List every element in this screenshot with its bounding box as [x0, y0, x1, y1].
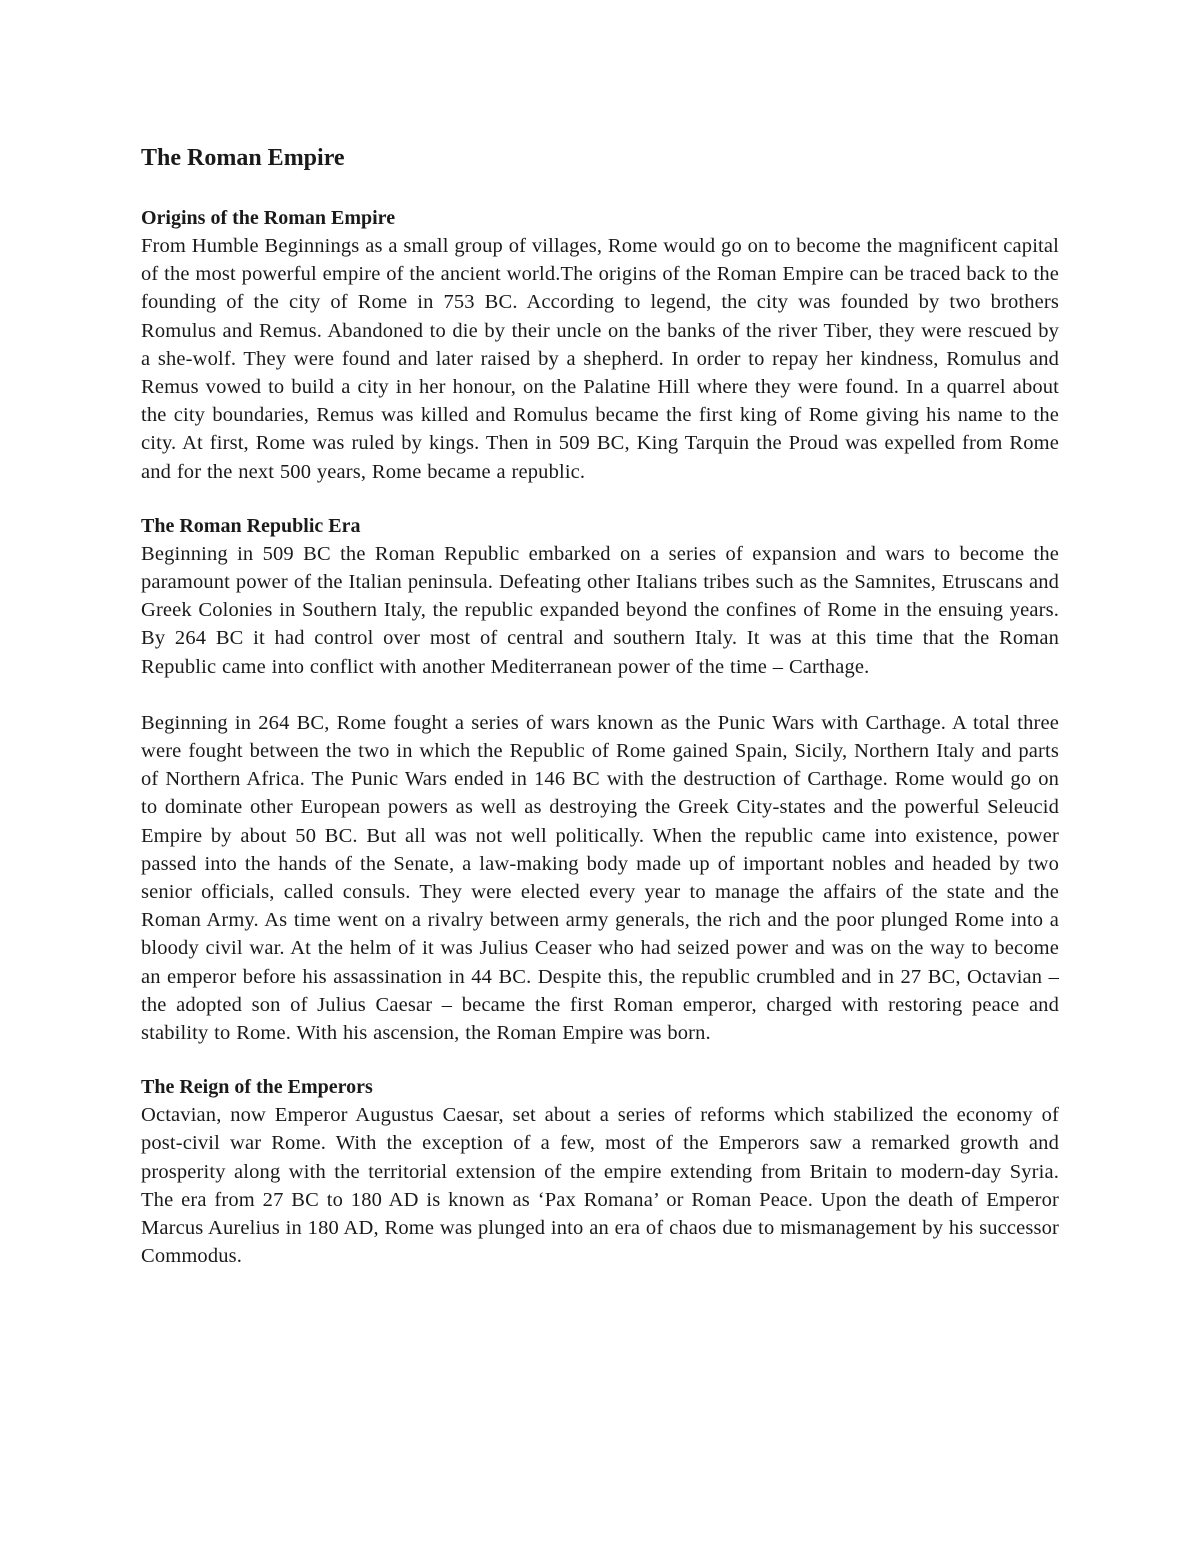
section-heading-origins: Origins of the Roman Empire [141, 207, 396, 229]
section-republic [141, 512, 1059, 1047]
paragraph-emperors-1: Octavian, now Emperor Augustus Caesar, set about a series of reforms which stabilized the economy of post-civil war Rome. With the exception of a few, most of the Emperors saw a remarked growth and prosperity along with the territorial extension of the empire extending from Britain to modern-day Syria. The era from 27 BC to 180 AD is known as ‘Pax Romana’ or Roman Peace. Upon the death of Emperor Marcus Aurelius in 180 AD, Rome was plunged into an era of chaos due to mismanagement by his successor Commodus. [141, 1104, 1059, 1268]
document-title: The Roman Empire [141, 145, 345, 171]
section-heading-republic: The Roman Republic Era [141, 514, 361, 537]
section-heading-emperors: The Reign of the Emperors [141, 1076, 373, 1099]
document-page [141, 142, 1059, 1297]
paragraph-republic-2: Beginning in 264 BC, Rome fought a series of wars known as the Punic Wars with Carthage. A total three were fought between the two in which the Republic of Rome gained Spain, Sicily, Northern Italy and parts of Northern Africa. The Punic Wars ended in 146 BC with the destruction of Carthage. Rome would go on to dominate other European powers as well as destroying the Greek City-states and the powerful Seleucid Empire by about 50 BC. But all was not well politically. When the republic came into existence, power passed into the hands of the Senate, a law-making body made up of important nobles and headed by two senior officials, called consuls. They were elected every year to manage the affairs of the state and the Roman Army. As time went on a rivalry between army generals, the rich and the poor plunged Rome into a bloody civil war. At the helm of it was Julius Ceaser who had seized power and was on the way to become an emperor before his assassination in 44 BC. Despite this, the republic crumbled and in 27 BC, Octavian – the adopted son of Julius Caesar – became the first Roman emperor, charged with restoring peace and stability to Rome. With his ascension, the Roman Empire was born. [141, 711, 1059, 1045]
paragraph-republic-1: Beginning in 509 BC the Roman Republic embarked on a series of expansion and wars to become the paramount power of the Italian peninsula. Defeating other Italians tribes such as the Samnites, Etruscans and Greek Colonies in Southern Italy, the republic expanded beyond the confines of Rome in the ensuing years. By 264 BC it had control over most of central and southern Italy. It was at this time that the Roman Republic came into conflict with another Mediterranean power of the time – Carthage. [141, 542, 1059, 678]
section-origins [141, 204, 1059, 486]
paragraph-origins-1: From Humble Beginnings as a small group of villages, Rome would go on to become the magnificent capital of the most powerful empire of the ancient world.The origins of the Roman Empire can be traced back to the founding of the city of Rome in 753 BC. According to legend, the city was founded by two brothers Romulus and Remus. Abandoned to die by their uncle on the banks of the river Tiber, they were rescued by a she-wolf. They were found and later raised by a shepherd. In order to repay her kindness, Romulus and Remus vowed to build a city in her honour, on the Palatine Hill where they were found. In a quarrel about the city boundaries, Remus was killed and Romulus became the first king of Rome giving his name to the city. At first, Rome was ruled by kings. Then in 509 BC, King Tarquin the Proud was expelled from Rome and for the next 500 years, Rome became a republic. [141, 235, 1059, 483]
section-emperors [141, 1073, 1059, 1270]
